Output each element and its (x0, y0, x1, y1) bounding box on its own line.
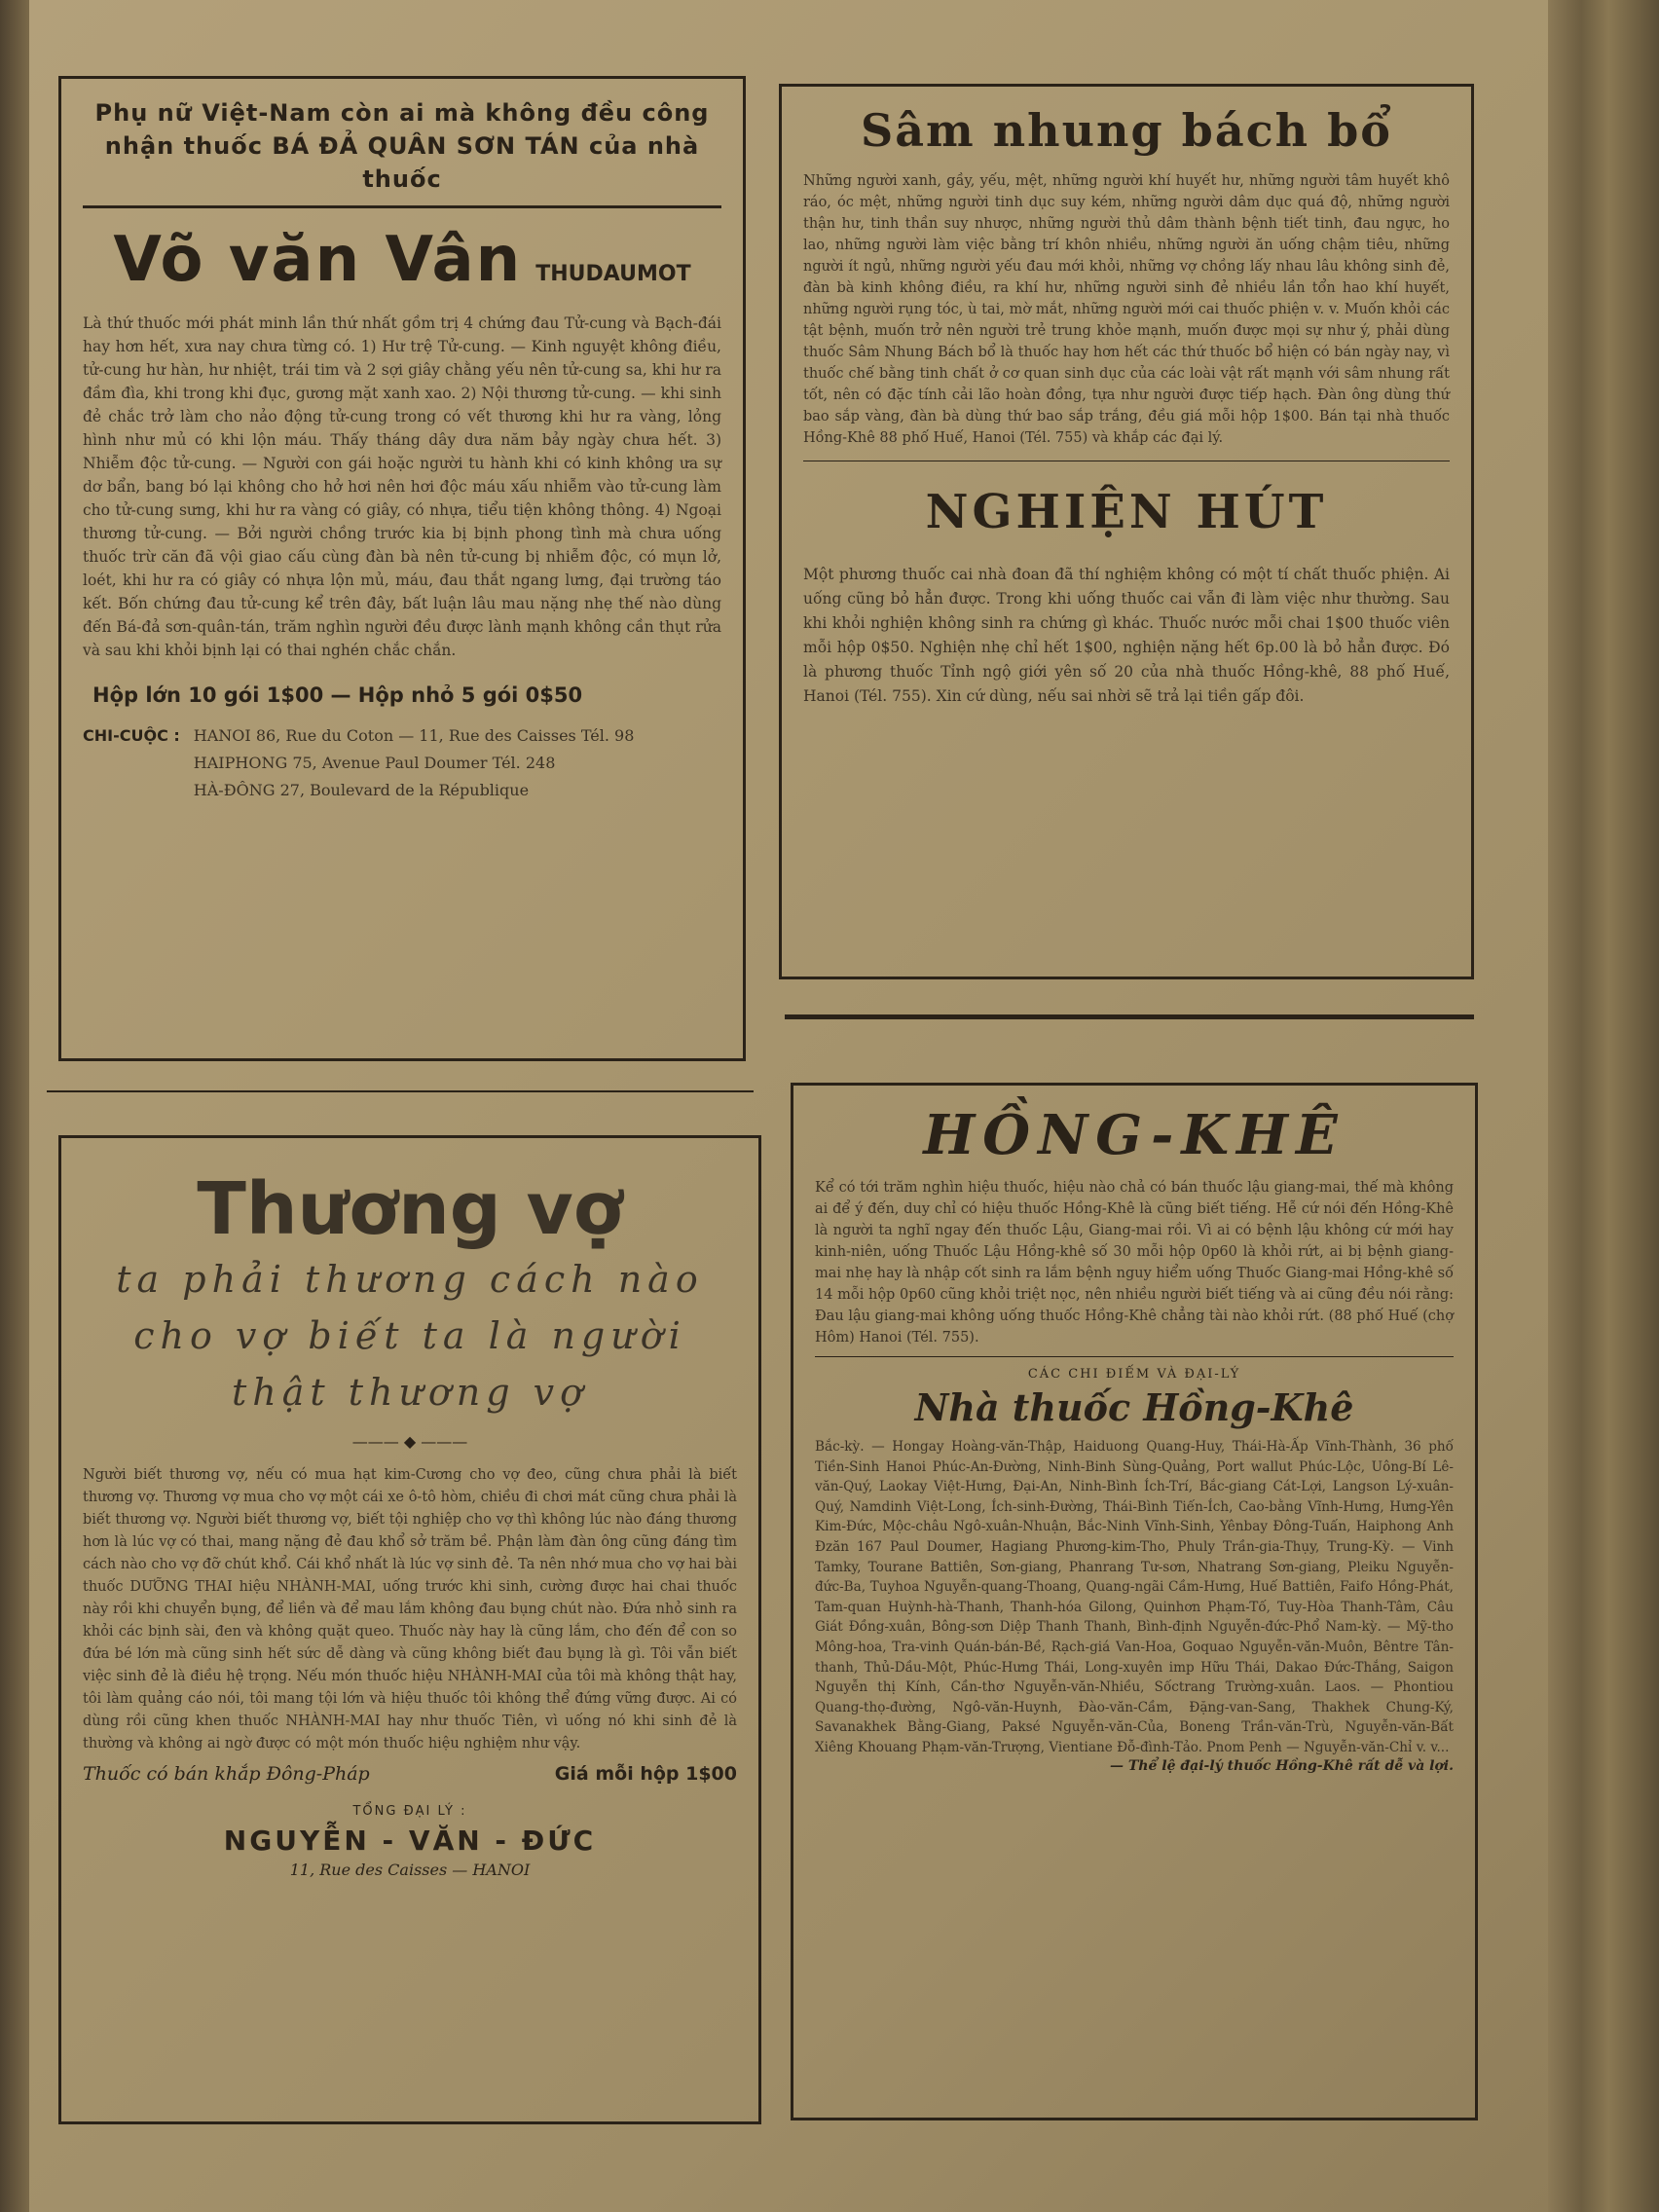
ad-title: HỒNG-KHÊ (923, 1103, 1346, 1167)
page-stack-edge (1548, 0, 1659, 2212)
branch-address: HANOI 86, Rue du Coton — 11, Rue des Caisses Tél. 98 (193, 726, 635, 745)
brand-name: Võ văn Vân (113, 224, 523, 296)
agent-label: TỔNG ĐẠI LÝ : (352, 1804, 467, 1819)
ad-title-secondary: NGHIỆN HÚT (925, 485, 1328, 539)
brand-place: THUDAUMOT (535, 262, 691, 286)
ad-hong-khe (791, 1083, 1478, 2120)
section-divider (47, 1090, 754, 1092)
availability-note: Thuốc có bán khắp Đông-Pháp (83, 1763, 370, 1785)
price-line: Hộp lớn 10 gói 1$00 — Hộp nhỏ 5 gói 0$50 (92, 683, 583, 707)
ad-body: Người biết thương vợ, nếu có mua hạt kim-Cương cho vợ đeo, cũng chưa phải là biết thương vợ. Thương vợ mua cho vợ một cái xe ô-tô hòm, chiều đi chơi mát cũng chưa phải là biết thương vợ. Người biết thương vợ, biết tội nghiệp cho vợ thì không lúc nào đáng thương hơn là lúc vợ có thai, mang nặng đẻ đau khổ sở trăm bề. Phận làm đàn ông cũng đáng tìm cách nào cho vợ đỡ chút khổ. Cái khổ nhất là lúc vợ sinh đẻ. Ta nên nhớ mua cho vợ hai bài thuốc DƯỠNG THAI hiệu NHÀNH-MAI, uống trước khi sinh, cường được hai chai thuốc này rồi khi chuyển bụng, để liền và để mau lắm không đau bụng chút nào. Đứa nhỏ sinh ra khỏi các bịnh sài, đen và không quặt queo. Thuốc này hay là cũng lắm, cho đến để con so đứa bé lớn mà cũng sinh hết sức dễ dàng và cũng không biết đau bụng là gì. Tôi vẫn biết việc sinh đẻ là điều hệ trọng. Nếu món thuốc hiệu NHÀNH-MAI của tôi mà không thật hay, tôi làm quảng cáo nói, tôi mang tội lớn và hiệu thuốc tôi không thể đứng vững được. Ai có dùng rồi cũng khen thuốc NHÀNH-MAI hay như thuốc Tiên, vì uống nó khi sinh đẻ là thường và không ai ngờ được có một món thuốc hiệu nghiệm như vậy. (83, 1467, 737, 1751)
ad-sam-nhung (779, 84, 1474, 979)
branch-label: CHI-CUỘC : (83, 726, 180, 745)
divider (83, 205, 721, 208)
divider (815, 1356, 1454, 1357)
ad-title-secondary: Nhà thuốc Hồng-Khê (914, 1385, 1354, 1429)
ad-body: Kể có tới trăm nghìn hiệu thuốc, hiệu nào chả có bán thuốc lậu giang-mai, thế mà không ai để ý đến, duy chỉ có hiệu thuốc Hồng-Khê là cũng biết tiếng. Hễ cứ nói đến Hồng-Khê là người ta nghĩ ngay đến thuốc Lậu, Giang-mai rồi. Vì ai có bệnh lậu không cứ mới hay kinh-niên, uống Thuốc Lậu Hồng-khê số 30 mỗi hộp 0p60 là khỏi rứt, ai bị bệnh giang-mai nhẹ hay là nhập cốt sinh ra lắm bệnh nguy hiểm uống Thuốc Giang-mai Hồng-khê số 14 mỗi hộp 0p60 cũng khỏi triệt nọc, nên nhiều người biết tiếng và ai cũng đều nói rằng: Đau lậu giang-mai không uống thuốc Hồng-Khê chẳng tài nào khỏi rứt. (88 phố Huế (chợ Hôm) Hanoi (Tél. 755). (815, 1180, 1454, 1346)
closing-note: — Thể lệ đại-lý thuốc Hồng-Khê rất dễ và lợi. (1110, 1757, 1454, 1774)
ad-body: Những người xanh, gầy, yếu, mệt, những người khí huyết hư, những người tâm huyết khô ráo, óc mệt, những người tinh dục suy kém, những người dâm dục quá độ, những người thận hư, tinh thần suy nhược, những người thủ dâm thành bệnh tiết tinh, đau ngực, ho lao, những người làm việc bằng trí khôn nhiều, những người ăn uống chậm tiêu, những người ít ngủ, những người yếu đau mới khỏi, những vợ chồng lấy nhau lâu không sinh đẻ, đàn bà kinh không điều, ra khí hư, những người sinh đẻ nhiều lần tổn hao khí huyết, những người rụng tóc, ù tai, mờ mắt, những người mới cai thuốc phiện v. v. Muốn khỏi các tật bệnh, muốn trở nên người trẻ trung khỏe mạnh, muốn được mọi sự như ý, phải dùng thuốc Sâm Nhung Bách bổ là thuốc hay hơn hết các thứ thuốc bổ hiện có bán ngày nay, vì thuốc chế bằng tinh chất ở cơ quan sinh dục của các loài vật rất mạnh với sâm nhung rất tốt, nên có đặc tính cải lão hoàn đồng, tựa như người được tiếp hạch. Đàn ông dùng thứ bao sắp vàng, đàn bà dùng thứ bao sắp trắng, đều giá mỗi hộp 1$00. Bán tại nhà thuốc Hồng-Khê 88 phố Huế, Hanoi (Tél. 755) và khắp các đại lý. (803, 173, 1450, 446)
section-caption: CÁC CHI ĐIẾM VÀ ĐẠI-LÝ (1027, 1367, 1241, 1382)
section-divider (785, 1014, 1474, 1019)
ad-body: Là thứ thuốc mới phát minh lần thứ nhất gồm trị 4 chứng đau Tử-cung và Bạch-đái hay hơn hết, xưa nay chưa từng có. 1) Hư trệ Tử-cung. — Kinh nguyệt không điều, tử-cung hư hàn, hư nhiệt, trái tim và 2 sợi giây chằng yếu nên tử-cung sa, khi hư ra đầm đìa, khi trong khi đục, gương mặt xanh xao. 2) Nội thương tử-cung. — khi sinh đẻ chắc trở làm cho nảo động tử-cung trong có vết thương khi hư ra vàng, lỏng hình như mủ có khi lộn máu. Thấy tháng dây dưa năm bảy ngày chưa hết. 3) Nhiễm độc tử-cung. — Người con gái hoặc người tu hành khi có kinh không ưa sự dơ bẩn, bang bó lại không cho hở hơi nên hơi độc máu xấu nhiễm vào tử-cung làm cho tử-cung sưng, khi hư ra vàng có giây, có nhựa, tiểu tiện không thông. 4) Ngoại thương tử-cung. — Bởi người chồng trước kia bị bịnh phong tình mà chưa uống thuốc trừ căn đã vội giao cấu cùng đàn bà nên tử-cung bị nhiễm độc, có mụn lở, loét, khi hư ra có giây có nhựa lộn mủ, máu, đau thắt ngang lưng, đại trường táo kết. Bốn chứng đau tử-cung kể trên đây, bất luận lâu mau nặng nhẹ thế nào dùng đến Bá-đả sơn-quân-tán, trăm nghìn người đều được lành mạnh không cần thụt rửa và sau khi khỏi bịnh lại có thai nghén chắc chắn. (83, 314, 721, 659)
ad-thuong-vo (58, 1135, 761, 2124)
ad-title: Thương vợ (197, 1167, 623, 1251)
ad-body-secondary: Một phương thuốc cai nhà đoan đã thí nghiệm không có một tí chất thuốc phiện. Ai uống cũng bỏ hẳn được. Trong khi uống thuốc cai vẫn đi làm việc như thường. Sau khi khỏi nghiện không sinh ra chứng gì khác. Thuốc nước mỗi chai 1$00 thuốc viên mỗi hộp 0$50. Nghiện nhẹ chỉ hết 1$00, nghiện nặng hết 6p.00 là bỏ hẳn được. Đó là phương thuốc Tỉnh ngộ giới yên số 20 của nhà thuốc Hồng-khê, 88 phố Huế, Hanoi (Tél. 755). Xin cứ dùng, nếu sai nhời sẽ trả lại tiền gấp đôi. (803, 566, 1450, 705)
branch-address: HÀ-ĐÔNG 27, Boulevard de la République (193, 781, 530, 799)
ad-vo-van-van (58, 76, 746, 1061)
ad-intro: Phụ nữ Việt-Nam còn ai mà không đều công nhận thuốc BÁ ĐẢ QUÂN SƠN TÁN của nhà thuốc (94, 99, 710, 193)
ornament-divider: ——— ◆ ——— (351, 1432, 468, 1451)
ad-subtitle: ta phải thương cách nào cho vợ biết ta là người thật thương vợ (116, 1258, 704, 1414)
branch-address: HAIPHONG 75, Avenue Paul Doumer Tél. 248 (193, 754, 556, 772)
agent-list: Bắc-kỳ. — Hongay Hoàng-văn-Thập, Haiduong Quang-Huy, Thái-Hà-Ấp Vĩnh-Thành, 36 phố Tiền-Sinh Hanoi Phúc-An-Đường, Ninh-Binh Sùng-Quảng, Port wallut Phúc-Lộc, Uông-Bí Lê-văn-Quý, Laokay Việt-Hưng, Đại-An, Ninh-Bình Ích-Trí, Bắc-giang Cát-Lợi, Langson Lý-xuân-Quý, Namdinh Việt-Long, Ích-sinh-Đường, Thái-Bình Tiến-Ích, Cao-bằng Vĩnh-Hưng, Hưng-Yên Kim-Đức, Mộc-châu Ngô-xuân-Nhuận, Bắc-Ninh Vĩnh-Sinh, Yênbay Đông-Tuấn, Haiphong Anh Đzăn 167 Paul Doumer, Hagiang Phương-kim-Tho, Phuly Trần-gia-Thụy, Trung-Kỳ. — Vinh Tamky, Tourane Battiên, Sơn-giang, Phanrang Tư-sơn, Nhatrang Sơn-giang, Pleiku Nguyễn-đức-Ba, Tuyhoa Nguyễn-quang-Thoang, Quang-ngãi Cầm-Hưng, Huế Battiên, Faifo Hồng-Phát, Tam-quan Huỳnh-hà-Thanh, Thanh-hóa Gilong, Quinhơn Phạm-Tố, Tuy-Hòa Thanh-Tâm, Câu Giát Đồng-xuân, Bông-sơn Diệp Thanh Thanh, Bình-định Nguyễn-đức-Phổ Nam-kỳ. — Mỹ-tho Mông-hoa, Tra-vinh Quán-bán-Bề, Rạch-giá Van-Hoa, Goquao Nguyễn-văn-Muôn, Bêntre Tân-thanh, Thủ-Dầu-Một, Phúc-Hưng Thái, Long-xuyên imp Hữu Thái, Dakao Đức-Thắng, Saigon Nguyễn thị Kính, Cần-thơ Nguyễn-văn-Nhiều, Sốctrang Trường-xuân. Laos. — Phontiou Quang-thọ-đường, Ngô-văn-Huynh, Đào-văn-Cầm, Đặng-van-Sang, Thakhek Chung-Ký, Savanakhek Bằng-Giang, Paksé Nguyễn-văn-Của, Boneng Trần-văn-Trù, Nguyễn-văn-Bất Xiêng Khouang Phạm-văn-Trượng, Vientiane Đỗ-đình-Tảo. Pnom Penh — Nguyễn-văn-Chỉ v. v... (815, 1439, 1454, 1755)
agent-address: 11, Rue des Caisses — HANOI (289, 1861, 531, 1879)
ad-title: Sâm nhung bách bổ (861, 104, 1392, 157)
price-line: Giá mỗi hộp 1$00 (554, 1763, 737, 1785)
agent-name: NGUYỄN - VĂN - ĐỨC (223, 1825, 597, 1857)
